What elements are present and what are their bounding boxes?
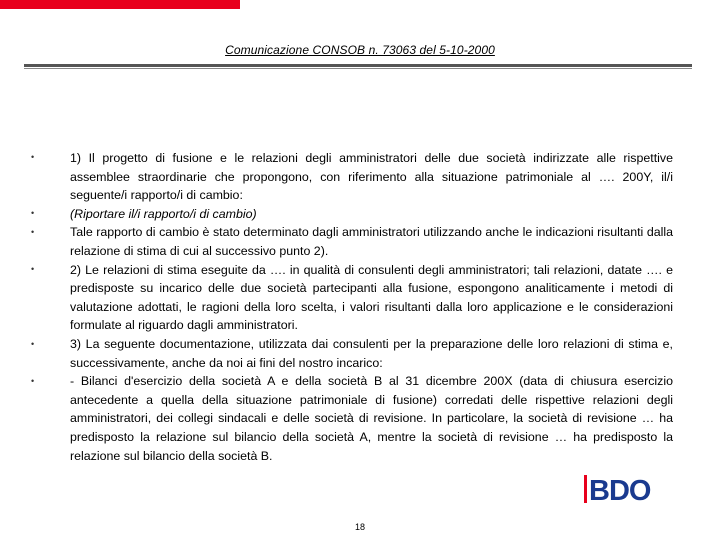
bullet-marker: • — [31, 227, 35, 237]
bullet-marker: • — [31, 152, 35, 162]
body-text — [70, 149, 673, 465]
header-divider — [24, 64, 692, 67]
logo-red-bar — [584, 475, 587, 503]
page-number: 18 — [354, 522, 365, 532]
page-title: Comunicazione CONSOB n. 73063 del 5-10-2000 — [225, 43, 495, 57]
bullet-marker: • — [31, 264, 35, 274]
bullet-marker: • — [31, 376, 35, 386]
bullet-text-6: - Bilanci d'esercizio della società A e della società B al 31 dicembre 200X (data di chiusura esercizio antecedente a quella della situazione patrimoniale di fusione) corredati delle rispettive relazioni degli amministratori, dei collegi sindacali e delle società di revisione. In particolare, la società di revisione … ha predisposto la relazione sul bilancio della società A, mentre la società di revisione … ha predisposto la relazione sul bilancio della società B. — [70, 374, 673, 463]
bullet-text-5: 3) La seguente documentazione, utilizzata dai consulenti per la preparazione delle loro relazioni di stima e, successivamente, anche da noi ai fini del nostro incarico: — [70, 336, 673, 370]
bullet-text-2: (Riportare il/i rapporto/i di cambio) — [70, 206, 257, 221]
header-divider-thin — [24, 68, 692, 69]
bdo-logo — [584, 472, 664, 506]
logo-text: BDO — [589, 475, 651, 506]
top-accent-bar — [0, 0, 240, 9]
bullet-marker: • — [31, 339, 35, 349]
bullet-text-1: 1) Il progetto di fusione e le relazioni degli amministratori delle due società indirizzate alle rispettive assemblee straordinarie che propongono, con riferimento alla situazione patrimoniale al …. 200Y, il/i seguente/i rapporto/i di cambio: — [70, 151, 673, 203]
bullet-text-4: 2) Le relazioni di stima eseguite da …. in qualità di consulenti degli amministratori; tali relazioni, datate …. e predisposte su incarico delle due società partecipanti alla fusione, espongono analiticamente i metodi di valutazione adottati, le ragioni della loro scelta, i valori risultanti dalla loro applicazione e le considerazioni formulate al riguardo dagli amministratori. — [70, 262, 673, 333]
bullet-marker: • — [31, 208, 35, 218]
bullet-text-3: Tale rapporto di cambio è stato determinato dagli amministratori utilizzando anche le indicazioni risultanti dalla relazione di stima di cui al successivo punto 2). — [70, 225, 673, 258]
